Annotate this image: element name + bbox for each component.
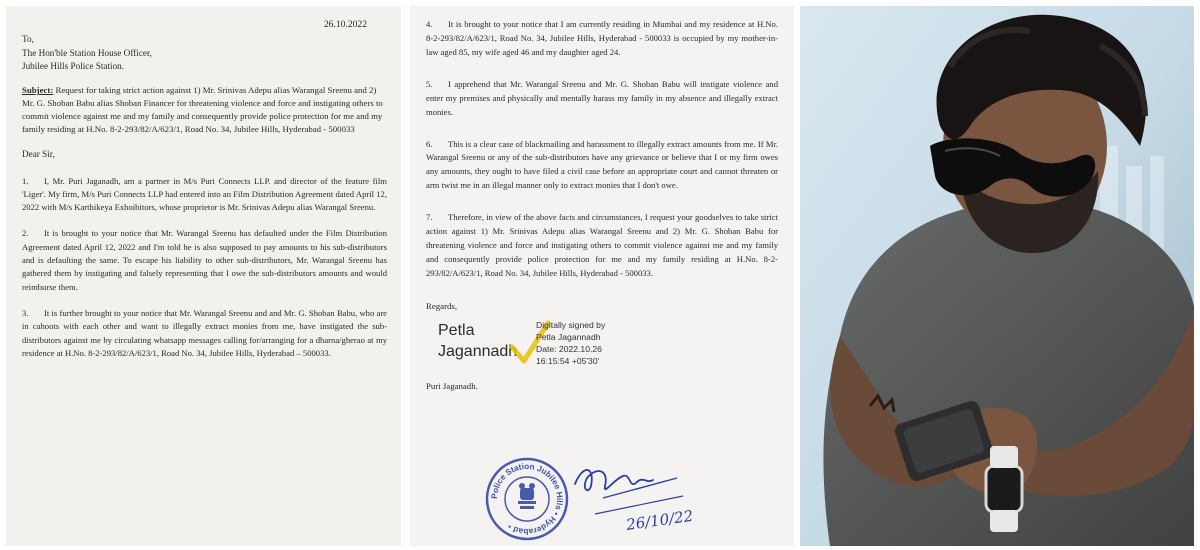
paragraph-number: 4. xyxy=(426,19,433,29)
paragraph-number: 3. xyxy=(22,308,29,318)
signature-detail-line: Petla Jagannadh xyxy=(536,332,601,343)
signature-first-name: Petla xyxy=(438,322,475,340)
watch-icon xyxy=(986,446,1022,532)
address-line: The Hon'ble Station House Officer, xyxy=(22,47,152,58)
signature-detail-line: 16:15:54 +05'30' xyxy=(536,356,600,367)
signature-detail-line: Date: 2022.10.26 xyxy=(536,344,602,355)
paragraph-7 xyxy=(426,211,778,281)
address-line: To, xyxy=(22,33,34,44)
letter-page-1 xyxy=(6,6,401,546)
paragraph-text: This is a clear case of blackmailing and harassment to illegally extract amounts from me. If Mr. Warangal Sreenu or any of the sub-distributors have any grievance or believe that I or my firm owes any amounts, they ought to have filed a civil case before an appropriate court and cannot threaten or arm twist me in an illegal manner only to extract monies that I don't owe. xyxy=(426,138,778,191)
handwritten-signature xyxy=(565,456,710,538)
stamp-text: Police Station Jubilee Hills • Hyderabad • xyxy=(489,461,565,537)
paragraph-number: 7. xyxy=(426,212,433,223)
paragraph-number: 6. xyxy=(426,138,433,149)
handwritten-date: 26/10/22 xyxy=(625,506,695,534)
paragraph-2 xyxy=(22,227,387,294)
paragraph-3 xyxy=(22,307,387,360)
paragraph-text: It is brought to your notice that Mr. Warangal Sreenu has defaulted under the Film Distribution Agreement dated April 12, 2022 and I'm told he is also supposed to pay amounts to his sub-distributors and is defaulting the same. To escape his liability to other sub-distributors, Mr. Warangal Sreenu has gathered them by instigating and falsely representing that I owe the sub-distributors amounts and would reimburse them. xyxy=(22,228,387,292)
recipient-address xyxy=(22,33,387,74)
paragraph-text: I apprehend that Mr. Warangal Sreenu and Mr. G. Shoban Babu will instigate violence and enter my premises and physically and mentally harass my family in my absence and illegally extract monies. xyxy=(426,78,778,117)
paragraph-number: 1. xyxy=(22,175,29,186)
paragraph-6 xyxy=(426,138,778,194)
paragraph-text: It is brought to your notice that I am currently residing in Mumbai and my residence at H.No. 8-2-293/82/A/623/1, Road No. 34, Jubilee Hills, Hyderabad - 500033 is occupied by my mother-in-law aged 85, my wife aged 46 and my daughter aged 24. xyxy=(426,19,778,57)
paragraph-text: I, Mr. Puri Jaganadh, am a partner in M/s Puri Connects LLP. and director of the feature film 'Liger'. My firm, M/s Puri Connects LLP had entered into an Film Distribution Agreement dated April 12, 2022 with M/s Karthikeya Exhoibitors, whose proprietor is Mr. Srinivas Adepu alias Warangal Sreenu. xyxy=(22,175,387,213)
paragraph-number: 2. xyxy=(22,228,29,239)
emblem-stamp-icon xyxy=(518,483,536,509)
paragraph-number: 5. xyxy=(426,78,433,89)
subject-label: Subject: xyxy=(22,85,54,96)
address-line: Jubilee Hills Police Station. xyxy=(22,61,125,72)
paragraph-text: Therefore, in view of the above facts and circumstances, I request your goodselves to take strict action against 1) Mr. Srinivas Adepu alias Warangal Sreenu and 2) Mr. G. Shoban Babu for threatening violence and force and instigating others to commit violence against me and my family and consequently provide police protection for me and my family residing at H.No. 8-2-293/82/A/623/1, Road No. 34, Jubilee Hills, Hyderabad - 500033. xyxy=(426,212,778,278)
digital-signature xyxy=(426,319,778,377)
digital-signature-details xyxy=(536,319,605,367)
man-with-phone-photo xyxy=(800,6,1194,546)
signature-detail-line: Digitally signed by xyxy=(536,320,606,331)
subject-text: Request for taking strict action against 1) Mr. Srinivas Adepu alias Warangal Sreenu and 2) Mr. G. Shoban Babu alias Shoban Financer for threatening violence and force and instigating others to commit violence against me and my family and consequently provide police protection for me and my family residing at H.No. 8-2-293/82/A/623/1, Road No. 34, Jubilee Hills, Hyderabad - 500033 xyxy=(22,85,383,134)
police-station-stamp xyxy=(484,456,570,542)
letter-page-2 xyxy=(410,6,794,546)
subject-line xyxy=(22,84,387,135)
regards: Regards, xyxy=(426,300,458,311)
letter-date: 26.10.2022 xyxy=(323,19,367,30)
signed-name: Puri Jaganadh. xyxy=(426,381,478,392)
photo-panel xyxy=(800,6,1194,546)
signature-last-name: Jagannadh xyxy=(438,342,518,360)
paragraph-5 xyxy=(426,78,778,120)
salutation: Dear Sir, xyxy=(22,149,55,160)
paragraph-1 xyxy=(22,175,387,215)
paragraph-4 xyxy=(426,18,778,60)
paragraph-text: It is further brought to your notice that Mr. Warangal Sreenu and and Mr. G. Shoban Babu, who are in cahoots with each other and want to illegally extract monies from me, have instigated the sub-distributors against me by circulating whatsapp messages calling for/arranging for a dharna/gherao at my residence at H.No. 8-2-293/82/A/623/1, Road No. 34, Jubilee Hills, Hyderabad – 500033. xyxy=(22,308,387,358)
